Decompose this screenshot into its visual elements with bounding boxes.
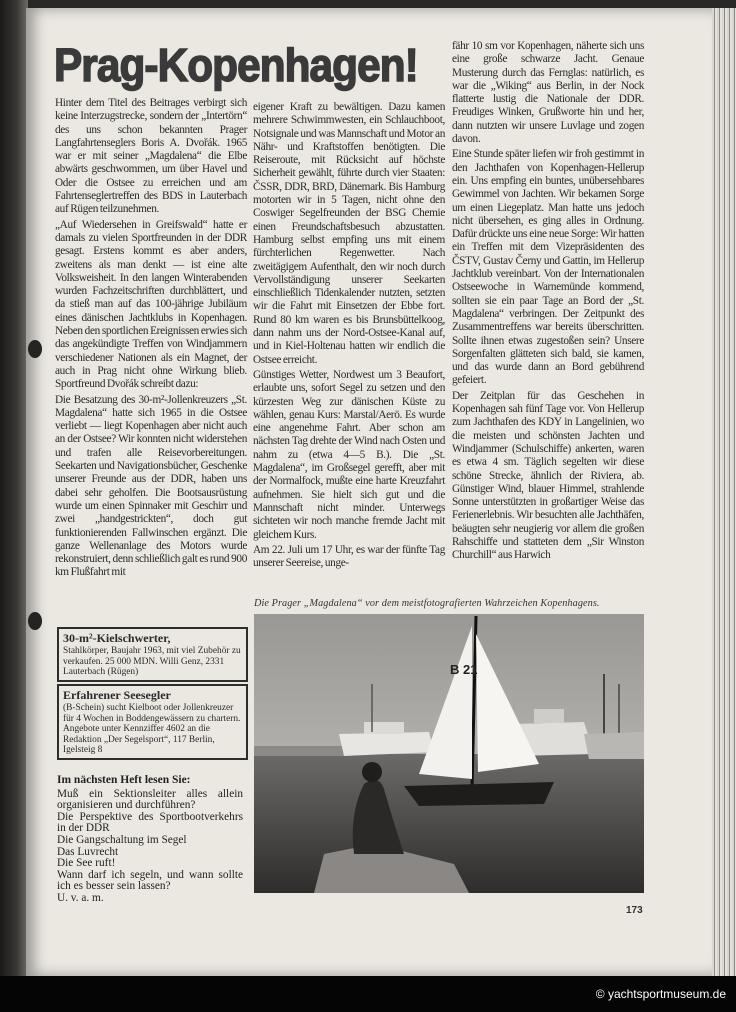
punch-hole (28, 612, 42, 630)
article-column-1 (55, 97, 247, 582)
article-column-2 (253, 101, 445, 572)
ad-heading: Erfahrener Seesegler (63, 688, 171, 702)
paragraph: „Auf Wiedersehen in Greifswald“ hatte er damals zu vielen Sportfreunden in der DDR gesagt. Erstens kommt es aber anders, zweitens als man denkt — ist eine alte Volksweisheit. In den langen Winterabenden wurden Fachzeitschriften durchblättert, und da stieß man auf das 100-jährige Jubiläum eines dänischen Jachtklubs in Kopenhagen. Neben den sportlichen Ereignissen erwies sich das angekündigte Treffen von Windjammern verschiedener Nationen als ein Magnet, der auch in Prag nicht ohne Wirkung blieb. Sportfreund Dvořák schreibt dazu: (55, 218, 247, 391)
next-issue-heading: Im nächsten Heft lesen Sie: (57, 774, 191, 786)
paragraph: eigener Kraft zu bewältigen. Dazu kamen mehrere Schwimmwesten, ein Schlauchboot, Notsignale und was Mannschaft und Motor an Nähr- und Kraftstoffen benötigten. Die Reiseroute, mit Rücksicht auf höchste Sicherheit gewählt, führte durch vier Staaten: ČSSR, DDR, BRD, Dänemark. Bis Hamburg motorten wir in 5 Tagen, nicht ohne den Coswiger Segelfreunden der BSG Chemie einen Freundschaftsbesuch abzustatten. Hamburg selbst empfing uns mit einem fürchterlichen Regenwetter. Nach zweitägigem Aufenthalt, den wir noch durch Vervollständigung unserer Seekarten einschließlich Tidenkalender nutzten, setzten wir die Fahrt mit Einsetzen der Ebbe fort. Rund 80 km waren es bis Brunsbüttelkoog, dann nahm uns der Nord-Ostsee-Kanal auf, und in Kiel-Holtenau hatten wir endlich die Ostsee erreicht. (253, 101, 445, 366)
book-binding (0, 0, 28, 980)
paragraph: Die Besatzung des 30-m²-Jollenkreuzers „St. Magdalena“ hatte sich 1965 in die Ostsee verliebt — liegt Kopenhagen aber nicht auch an der Ostsee? Wir konnten nicht widerstehen und trafen alle Reisevorbereitungen. Seekarten und Navigationsbücher, Geschenke unserer Freunde aus der DDR, haben uns dabei sehr geholfen. Die Bootsausrüstung wurde um einen Spinnaker mit Geschirr und zwei „handgestrickten“, doch gut funktionierenden Fallwinschen ergänzt. Die ganze Wellenanlage des Motors wurde rekonstruiert, denn schließlich galt es rund 900 km Flußfahrt mit (55, 393, 247, 579)
copyright-notice: © yachtsportmuseum.de (595, 987, 726, 1001)
next-issue-item: Die Gangschaltung im Segel (57, 833, 187, 846)
article-title: Prag-Kopenhagen! (54, 39, 418, 91)
footer-bar (0, 976, 736, 1012)
next-issue-item: Das Luvrecht (57, 845, 119, 858)
paragraph: Am 22. Juli um 17 Uhr, es war der fünfte Tag unserer Seereise, unge- (253, 543, 445, 570)
classified-ad (57, 627, 248, 682)
next-issue-item: Die Perspektive des Sportbootverkehrs in der DDR (57, 810, 243, 835)
ad-heading: 30-m²-Kielschwerter, (63, 631, 171, 645)
page-number: 173 (626, 905, 643, 916)
ad-body: (B-Schein) sucht Kielboot oder Jollenkreuzer für 4 Wochen in Boddengewässern zu chartern. Angebote unter Kennziffer 4602 an die Redaktion „Der Segelsport“, 117 Berlin, Igelsteig 8 (63, 703, 241, 756)
sail-number: B 21 (450, 662, 478, 677)
punch-hole (28, 340, 42, 358)
paragraph: Günstiges Wetter, Nordwest um 3 Beaufort, erlaubte uns, sofort Segel zu setzen und den kürzesten Weg zur dänischen Küste zu wählen, genau Kurs: Marstal/Aerö. Es wurde eine angenehme Fahrt. Aber schon am nächsten Tag drehte der Wind nach Osten und nahm zu (etwa 4—5 B.). Die „St. Magdalena“, im Großsegel gerefft, aber mit der Normalfock, mußte eine harte Kreuzfahrt aufnehmen. Sie hielt sich gut und die Mannschaft nicht minder. Unterwegs sichteten wir noch manche fremde Jacht mit gleichem Kurs. (253, 368, 445, 541)
classified-ad (57, 684, 248, 760)
page-stack-edge (712, 8, 736, 976)
next-issue-item: Wann darf ich segeln, und wann sollte ich es besser sein lassen? (57, 868, 243, 893)
ad-body: Stahlkörper, Baujahr 1963, mit viel Zubehör zu verkaufen. 25 000 MDN. Willi Genz, 2331 Lauterbach (Rügen) (63, 646, 241, 678)
next-issue-item: Muß ein Sektionsleiter alles allein organisieren und durchführen? (57, 787, 243, 812)
paragraph: Eine Stunde später liefen wir froh gestimmt in den Jachthafen von Kopenhagen-Hellerup ein. Uns empfing ein buntes, unübersehbares Gewimmel von Jachten. Wir bekamen Sorge um einen Liegeplatz. Man hatte uns jedoch nicht übersehen, es ging alles in Ordnung. Dafür drückte uns eine neue Sorge: Wir hatten ein Treffen mit dem Vizepräsidenten des ČSTV, Gustav Černy und Gattin, im Hellerup Jachtklub vereinbart. Von der Internationalen Ostseewoche in Warnemünde kommend, sollten sie ein paar Tage an Bord der „St. Magdalena“ verbringen. Der Zeitpunkt des Zusammentreffens war bereits überschritten. Sollte ihnen etwas zugestoßen sein? Unsere Sorgenfalten glätteten sich bald, sie kamen, und das wurde dann an Bord gebührend gefeiert. (452, 148, 644, 387)
paragraph: Der Zeitplan für das Geschehen in Kopenhagen sah fünf Tage vor. Von Hellerup zum Jachthafen des KDY in Langelinien, wo die meisten und schönsten Jachten und Windjammer (Schulschiffe) ankerten, waren es etwa 4 sm. Täglich segelten wir diese schöne Strecke, ähnlich der Riviera, ab. Günstiger Wind, blauer Himmel, strahlende Sonne unterstützten in großartiger Weise das Ferienerlebnis. Wir besuchten alle Jachthäfen, beäugten sehr neugierig vor allem die großen Rahschiffe und statteten dem „Sir Winston Churchill“ aus Harwich (452, 389, 644, 562)
photo-magdalena-little-mermaid (254, 614, 644, 893)
next-issue-box (57, 775, 243, 905)
paragraph: fähr 10 sm vor Kopenhagen, näherte sich uns eine große schwarze Jacht. Genaue Musterung durch das Fernglas: natürlich, es war die „Wiking“ aus Berlin, in der Nock flatterte lustig die Nationale der DDR. Freudiges Winken, Grußworte hin und her, dann nutzten wir unsere Luvlage und zogen davon. (452, 40, 644, 146)
article-column-3 (452, 40, 644, 565)
photo-caption: Die Prager „Magdalena“ vor dem meistfotografierten Wahrzeichen Kopenhagens. (254, 598, 600, 609)
next-issue-item: Die See ruft! (57, 857, 116, 870)
paragraph: Hinter dem Titel des Beitrages verbirgt sich keine Interzugstrecke, sondern der „Intertörn“ des uns schon bekannten Prager Langfahrtenseglers Boris A. Dvořák. 1965 war er mit seiner „Magdalena“ die Elbe abwärts geschwommen, um über Havel und Oder die Ostsee zu erreichen und am Fahrtenseglertreffen des BDS in Lauterbach auf Rügen teilzunehmen. (55, 97, 247, 216)
next-issue-item: U. v. a. m. (57, 891, 104, 904)
